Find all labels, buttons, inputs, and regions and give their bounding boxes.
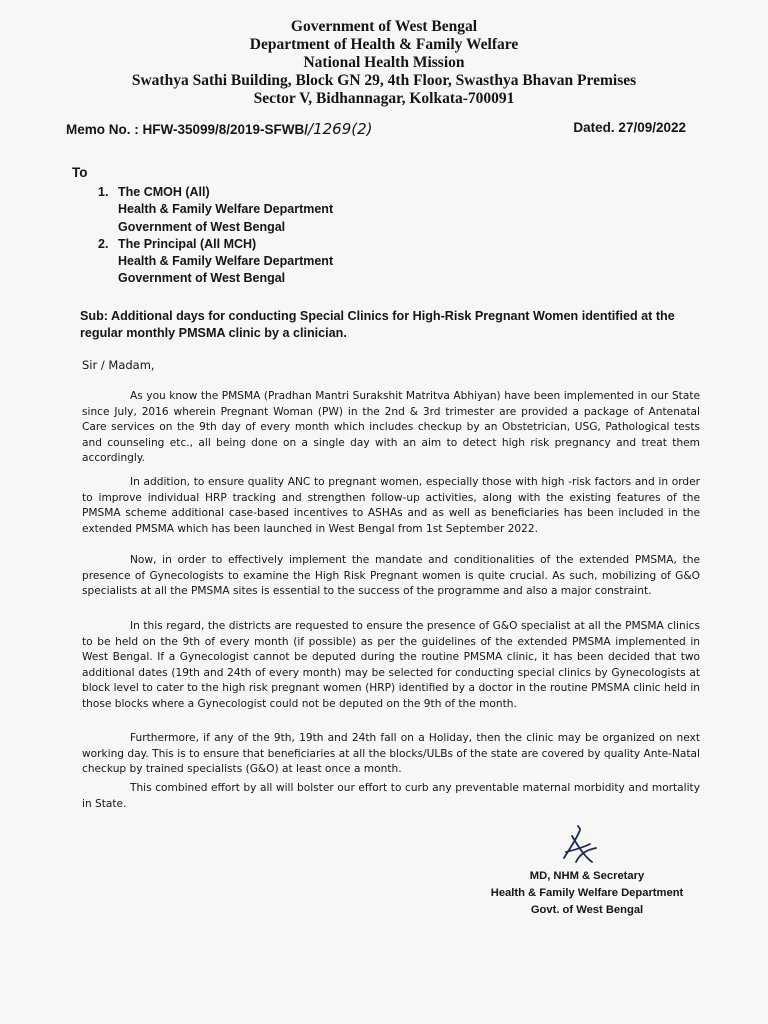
body-paragraph: As you know the PMSMA (Pradhan Mantri Surakshit Matritva Abhiyan) have been implemented in our State since July, 2016 wherein Pregnant Woman (PW) in the 2nd & 3rd trimester are provided a package of Antenatal Care services on the 9th day of every month which includes checkup by an Obstetrician, USG, Pathological tests and counseling etc., all being done on a single day with an aim to detect high risk pregnancy and treat them accordingly. bbox=[82, 390, 700, 465]
handwritten-signature bbox=[552, 822, 602, 872]
memo-number bbox=[66, 120, 373, 138]
addressee-line: Health & Family Welfare Department bbox=[118, 202, 334, 217]
memo-date: Dated. 27/09/2022 bbox=[573, 120, 686, 135]
addressee-item bbox=[98, 236, 333, 288]
letterhead-city-line: Sector V, Bidhannagar, Kolkata-700091 bbox=[253, 90, 515, 107]
addressee-list bbox=[98, 184, 333, 288]
letterhead-department: Department of Health & Family Welfare bbox=[249, 36, 519, 53]
addressee-number: 1. bbox=[98, 185, 109, 199]
letterhead-address-line: Swathya Sathi Building, Block GN 29, 4th Floor, Swasthya Bhavan Premises bbox=[131, 72, 637, 89]
addressee-line: Government of West Bengal bbox=[118, 219, 286, 234]
memo-row bbox=[66, 120, 686, 140]
addressee-line: Government of West Bengal bbox=[118, 271, 286, 286]
addressee-line: The Principal (All MCH) bbox=[118, 236, 257, 251]
memo-number-printed: Memo No. : HFW-35099/8/2019-SFWB/ bbox=[66, 122, 309, 137]
body-paragraph: In addition, to ensure quality ANC to pregnant women, especially those with high -risk factors and in order to improve individual HRP tracking and strengthen follow-up activities, along with the existing features of the PMSMA scheme additional case-based incentives to ASHAs and as well as beneficiaries has been included in the extended PMSMA which has been launched in West Bengal from 1st September 2022. bbox=[82, 476, 700, 535]
body-paragraph: Furthermore, if any of the 9th, 19th and 24th fall on a Holiday, then the clinic may be organized on next working day. This is to ensure that beneficiaries at all the blocks/ULBs of the state are covered by quality Ante-Natal checkup by trained specialists (G&O) at least once a month. bbox=[82, 732, 700, 776]
signatory-title: MD, NHM & Secretary bbox=[529, 870, 645, 882]
signatory-government: Govt. of West Bengal bbox=[530, 904, 644, 916]
body-paragraph: This combined effort by all will bolster our effort to curb any preventable maternal morbidity and mortality in State. bbox=[82, 782, 700, 810]
signature-block bbox=[452, 868, 722, 919]
body-paragraph: In this regard, the districts are requested to ensure the presence of G&O specialist at all the PMSMA clinics to be held on the 9th of every month (if possible) as per the guidelines of the extended PMSMA implemented in West Bengal. If a Gynecologist cannot be deputed during the routine PMSMA clinic, it has been decided that two additional dates (19th and 24th of every month) may be selected for conducting special clinics by Gynecologists at block level to cater to the high risk pregnant women (HRP) identified by a doctor in the routine PMSMA clinic held in those blocks where a Gynecologist could not be deputed on the 9th of the month. bbox=[82, 620, 700, 710]
to-label: To bbox=[72, 165, 88, 180]
body-paragraph: Now, in order to effectively implement the mandate and conditionalities of the extended PMSMA, the presence of Gynecologists to examine the High Risk Pregnant women is quite crucial. As such, mobilizing of G&O specialists at all the PMSMA sites is essential to the success of the programme and also a major constraint. bbox=[82, 554, 700, 598]
addressee-line: Health & Family Welfare Department bbox=[118, 254, 334, 269]
addressee-number: 2. bbox=[98, 236, 109, 251]
letterhead-mission: National Health Mission bbox=[303, 54, 465, 71]
addressee-line: The CMOH (All) bbox=[118, 185, 210, 199]
letterhead-government: Government of West Bengal bbox=[290, 18, 478, 35]
subject-line: Sub: Additional days for conducting Special Clinics for High-Risk Pregnant Women identified at the regular monthly PMSMA clinic by a clinician. bbox=[80, 309, 675, 340]
salutation: Sir / Madam, bbox=[82, 358, 155, 372]
memo-number-handwritten: /1269(2) bbox=[308, 120, 373, 138]
letterhead bbox=[0, 18, 768, 108]
signatory-department: Health & Family Welfare Department bbox=[490, 887, 684, 899]
addressee-item bbox=[98, 184, 333, 236]
